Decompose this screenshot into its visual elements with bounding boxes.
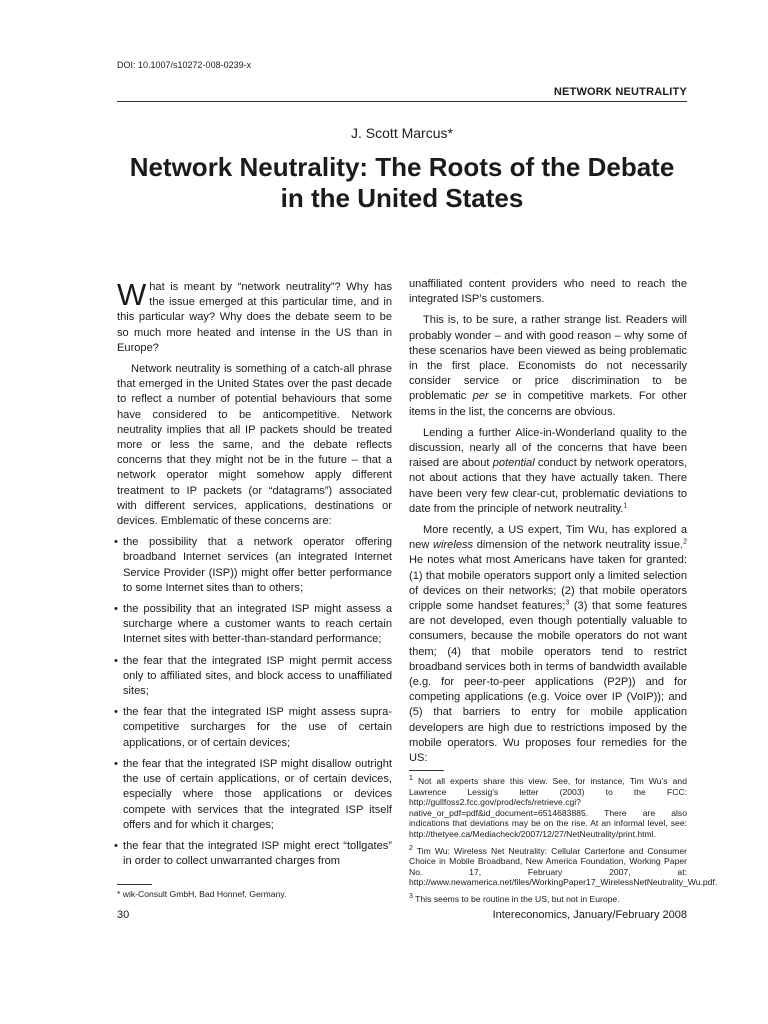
author-name: J. Scott Marcus* <box>351 125 453 141</box>
concerns-list <box>114 535 392 869</box>
page-number: 30 <box>117 909 130 921</box>
section-heading: NETWORK NEUTRALITY <box>553 86 687 98</box>
footnote: $^3$ This seems to be routine in the US, but not in Europe. <box>409 893 620 904</box>
list-item: • the fear that the integrated ISP might erect “tollgates” in order to collect unwarranted charges from <box>114 839 392 868</box>
list-item: • the fear that the integrated ISP might permit access only to affiliated sites, and block access to unaffiliated sites; <box>114 654 392 698</box>
list-item: • the fear that the integrated ISP might assess supra-competitive surcharges for the use of certain applications, or of certain devices; <box>114 706 392 749</box>
footnotes <box>409 775 718 911</box>
intro-paragraph: What is meant by “network neutrality”? Why has the issue emerged at this particular time, and in this particular way? Why does the debate seem to be so much more heated and intense in the US than in Europe? <box>117 277 392 354</box>
bullet-icon: • <box>114 654 118 667</box>
bullet-icon: • <box>114 603 118 616</box>
header-rule <box>117 101 687 102</box>
footnote-rule <box>117 884 152 885</box>
body-paragraph: unaffiliated content providers who need to reach the integrated ISP’s customers. <box>409 278 687 306</box>
bullet-icon: • <box>114 706 118 719</box>
drop-cap: W <box>117 277 147 312</box>
left-column <box>114 277 392 875</box>
article-title: Network Neutrality: The Roots of the Debate in the United States <box>129 152 675 213</box>
footnote-ref[interactable]: 1 <box>623 502 628 510</box>
list-item: • the possibility that a network operator offering broadband Internet services (an integrated Internet Service Provider (ISP)) might offer better performance to some Internet sites than to others; <box>114 536 392 594</box>
bullet-icon: • <box>114 536 118 549</box>
footnote: $^2$ Tim Wu: Wireless Net Neutrality: Cellular Carterfone and Consumer Choice in Mobile Broadband, New America Foundation, Working Paper No. 17, February 2007, at: http://www.newamerica.net/files/WorkingPaper17_WirelessNetNeutrality_Wu.pdf. <box>409 844 718 888</box>
body-paragraph: Network neutrality is something of a catch-all phrase that emerged in the United States over the past decade to reflect a number of potential behaviours that some have considered to be anticompetitive. Network neutrality implies that all IP packets should be treated more or less the same, and the debate reflects concerns that they might not be in the future – that a network operator might somehow apply different treatment to IP packets (or “datagrams”) associated with different services, applications, destinations or devices. Emblematic of these concerns are: <box>117 363 392 528</box>
body-paragraph: More recently, a US expert, Tim Wu, has explored a new wireless dimension of the network neutrality issue.$^2$ He notes what most Americans have taken for granted: (1) that mobile operators support only a limited selection of devices on their networks; (2) that mobile operators cripple some handset features;$^3$ (3) that some features are not developed, even though potentially valuable to consumers, because the mobile operators do not want them; (4) that mobile operators tend to restrict broadband services both in terms of bandwidth available (e.g. for peer-to-peer applications (P2P)) and for competing applications (e.g. Voice over IP (VoIP)); and (5) that barriers to entry for mobile application developers are high due to restrictions imposed by the mobile operators. Wu proposes four remedies for the US: <box>409 524 688 765</box>
bullet-icon: • <box>114 839 118 852</box>
journal-name: Intereconomics, January/February 2008 <box>492 909 687 921</box>
body-paragraph: This is, to be sure, a rather strange list. Readers will probably wonder – and with good reason – why some of these scenarios have been viewed as being problematic in the first place. Economists do not necessarily consider service or price discrimination to be problematic per se in competitive markets. For other items in the list, the concerns are obvious. <box>409 314 687 418</box>
list-item: • the possibility that an integrated ISP might assess a surcharge where a customer wants to reach certain Internet sites with better-than-standard performance; <box>114 603 392 646</box>
footnote: $^1$ Not all experts share this view. See, for instance, Tim Wu’s and Lawrence Lessig’s letter (2003) to the FCC: http://gullfoss2.fcc.gov/prod/ecfs/retrieve.cgi?native_or_pdf=pdf&id_document=6514683885. There are also indications that deviations may be on the rise. At an informal level, see: http://thetyee.ca/Mediacheck/2007/12/27/NetNeutrality/print.html. <box>409 775 687 839</box>
list-item: • the fear that the integrated ISP might disallow outright the use of certain applications, or of certain devices, especially where those applications or devices compete with services that the integrated ISP itself offers and for which it charges; <box>114 757 392 831</box>
footnote-rule <box>409 770 444 771</box>
affiliation-footnote: * wik-Consult GmbH, Bad Honnef, Germany. <box>117 889 287 899</box>
right-column <box>409 277 687 772</box>
footnote-ref[interactable]: 2 <box>683 538 688 546</box>
body-paragraph: Lending a further Alice-in-Wonderland quality to the discussion, nearly all of the concerns that have been raised are about potential conduct by network operators, not about actions that they have actually taken. There have been very few clear-cut, problematic deviations to date from the principle of network neutrality.$^1$ <box>409 426 687 515</box>
bullet-icon: • <box>114 757 118 770</box>
footnote-ref[interactable]: 3 <box>565 599 570 607</box>
doi-line: DOI: 10.1007/s10272-008-0239-x <box>117 60 252 70</box>
